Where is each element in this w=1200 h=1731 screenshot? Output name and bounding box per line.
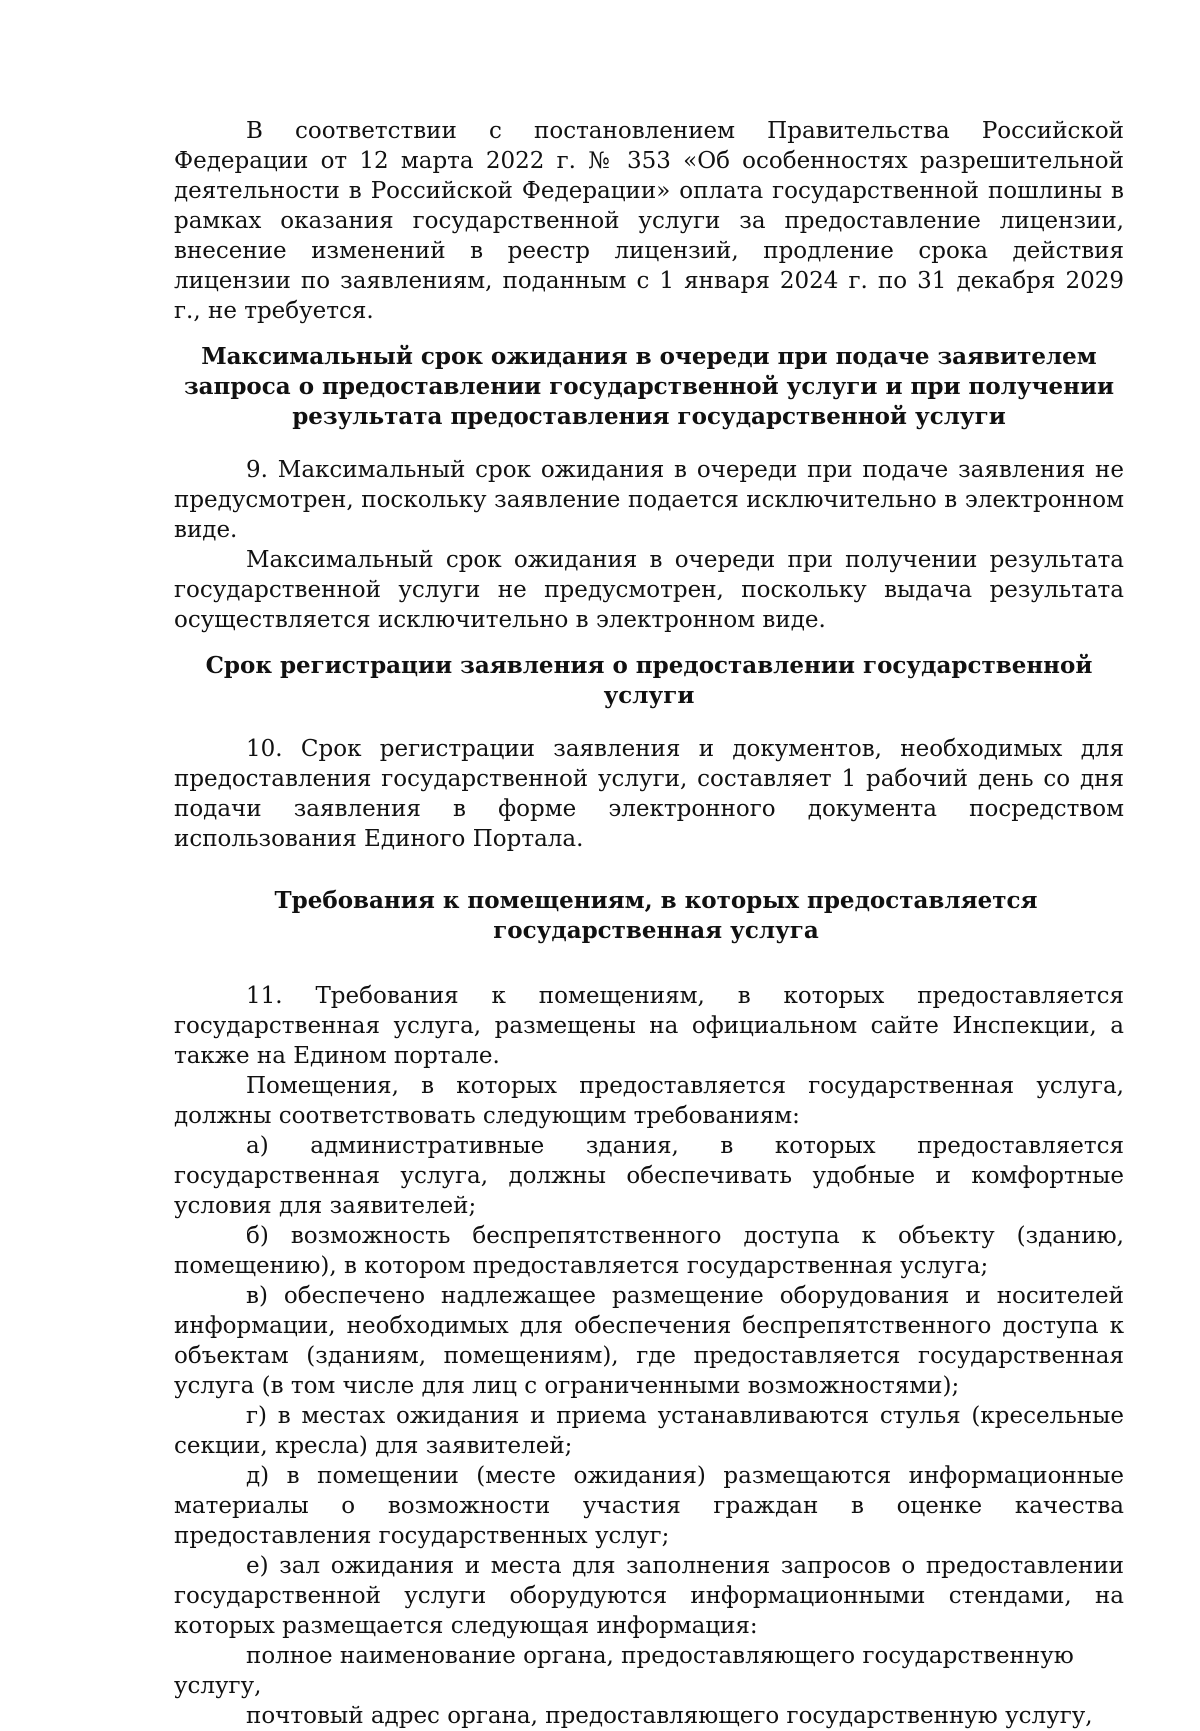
list-item-v: в) обеспечено надлежащее размещение оборудования и носителей информации, необходимых для обеспечения беспрепятственного доступа к объектам (зданиям, помещениям), где предоставляется государственная услуга (в том числе для лиц с ограниченными возможностями); [174,1283,1124,1399]
paragraph-11: 11. Требования к помещениям, в которых предоставляется государственная услуга, размещены на официальном сайте Инспекции, а также на Едином портале. [174,983,1124,1069]
list-item-d: д) в помещении (месте ожидания) размещаются информационные материалы о возможности участия граждан в оценке качества предоставления государственных услуг; [174,1463,1124,1549]
heading-line: Максимальный срок ожидания в очереди при подаче заявителем [201,343,1097,370]
paragraph-11-premises: Помещения, в которых предоставляется государственная услуга, должны соответствовать следующим требованиям: [174,1073,1124,1129]
paragraph-fee-exemption: В соответствии с постановлением Правительства Российской Федерации от 12 марта 2022 г. № 353 «Об особенностях разрешительной деятельности в Российской Федерации» оплата государственной пошлины в рамках оказания государственной услуги за предоставление лицензии, внесение изменений в реестр лицензий, продление срока действия лицензии по заявлениям, поданным с 1 января 2024 г. по 31 декабря 2029 г., не требуется. [174,118,1124,324]
heading-line: Требования к помещениям, в которых предоставляется [274,887,1038,914]
info-item-postal-address: почтовый адрес органа, предоставляющего государственную услугу, [246,1703,1093,1729]
list-item-e: е) зал ожидания и места для заполнения запросов о предоставлении государственной услуги оборудуются информационными стендами, на которых размещается следующая информация: [174,1553,1124,1639]
heading-queue-waiting [174,342,1124,432]
heading-line: государственная услуга [493,917,819,944]
heading-registration-term: Срок регистрации заявления о предоставлении государственной услуги [205,652,1093,709]
paragraph-10: 10. Срок регистрации заявления и документов, необходимых для предоставления государственной услуги, составляет 1 рабочий день со дня подачи заявления в форме электронного документа посредством использования Единого Портала. [174,736,1124,852]
heading-premises-requirements [174,886,1124,946]
paragraph-9: 9. Максимальный срок ожидания в очереди при подаче заявления не предусмотрен, поскольку заявление подается исключительно в электронном виде. [174,457,1124,543]
list-item-b: б) возможность беспрепятственного доступа к объекту (зданию, помещению), в котором предоставляется государственная услуга; [174,1223,1124,1279]
list-item-a: а) административные здания, в которых предоставляется государственная услуга, должны обеспечивать удобные и комфортные условия для заявителей; [174,1133,1124,1219]
list-item-g: г) в местах ожидания и приема устанавливаются стулья (кресельные секции, кресла) для заявителей; [174,1403,1124,1459]
info-item-full-name: полное наименование органа, предоставляющего государственную услугу, [174,1643,1074,1699]
heading-line: результата предоставления государственной услуги [292,403,1006,430]
heading-line: запроса о предоставлении государственной услуги и при получении [183,373,1115,400]
paragraph-9-result: Максимальный срок ожидания в очереди при получении результата государственной услуги не предусмотрен, поскольку выдача результата осуществляется исключительно в электронном виде. [174,547,1124,633]
